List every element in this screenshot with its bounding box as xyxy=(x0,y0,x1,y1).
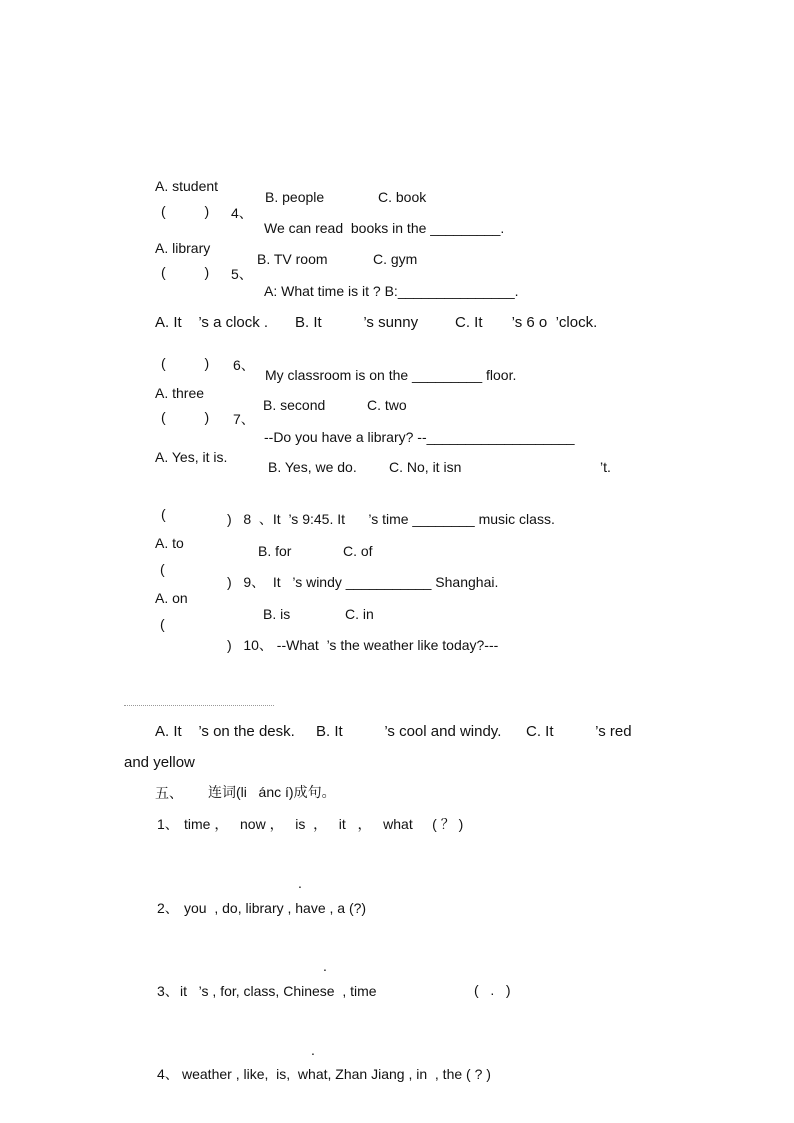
q10-option-c-continued: and yellow xyxy=(124,754,195,771)
q6-option-c: C. two xyxy=(367,397,407,413)
q8-paren-open: ( xyxy=(161,506,166,522)
item-1-number: 1、 xyxy=(157,816,179,832)
q3-option-a: A. student xyxy=(155,178,219,194)
q10-stem: ) 10、 --What ’s the weather like today?--- xyxy=(227,637,499,653)
q5-option-c: C. It ’s 6 o ’clock. xyxy=(455,314,598,331)
item-4-words: weather , like, is, what, Zhan Jiang , in , the ( ? ) xyxy=(182,1066,491,1082)
q9-option-a: A. on xyxy=(155,590,188,606)
q5-number: 5、 xyxy=(231,266,253,282)
item-2-words: you , do, library , have , a (?) xyxy=(184,900,367,916)
item-3-answer-end: . xyxy=(311,1042,315,1058)
q7-option-c-tail: ’t. xyxy=(600,459,611,475)
q8-option-c: C. of xyxy=(343,543,373,559)
q7-stem: --Do you have a library? --___________________ xyxy=(264,429,575,445)
q3-option-c: C. book xyxy=(378,189,427,205)
q5-stem: A: What time is it ? B:_______________. xyxy=(264,283,519,299)
q5-option-a: A. It ’s a clock . xyxy=(155,314,269,331)
q9-paren-open: ( xyxy=(160,561,165,577)
q3-option-b: B. people xyxy=(265,189,325,205)
q10-option-a: A. It ’s on the desk. xyxy=(155,723,295,740)
answer-blank-dotted-line xyxy=(124,705,274,706)
section-five-number: 五、 xyxy=(155,785,183,801)
item-1-words: time ， now ， is ， it ， what ( ？ ) xyxy=(184,816,464,832)
q4-answer-parentheses: ( ) xyxy=(161,203,210,219)
item-2-answer-end: . xyxy=(323,958,327,974)
section-five-title: 连词(li ánc í)成句。 xyxy=(208,784,336,800)
q7-option-b: B. Yes, we do. xyxy=(268,459,357,475)
item-3-words: it ’s , for, class, Chinese , time xyxy=(180,983,377,999)
q10-option-c: C. It ’s red xyxy=(526,723,632,740)
item-4-number: 4、 xyxy=(157,1066,179,1082)
q8-stem: ) 8 、It ’s 9:45. It ’s time ________ music class. xyxy=(227,511,555,527)
q8-option-a: A. to xyxy=(155,535,184,551)
q6-stem: My classroom is on the _________ floor. xyxy=(265,367,517,383)
q9-option-c: C. in xyxy=(345,606,374,622)
q5-option-b: B. It ’s sunny xyxy=(295,314,419,331)
q7-answer-parentheses: ( ) xyxy=(161,409,210,425)
q7-option-a: A. Yes, it is. xyxy=(155,449,228,465)
q6-option-a: A. three xyxy=(155,385,205,401)
q4-stem: We can read books in the _________. xyxy=(264,220,505,236)
q9-stem: ) 9、 It ’s windy ___________ Shanghai. xyxy=(227,574,499,590)
q6-number: 6、 xyxy=(233,357,255,373)
q4-option-b: B. TV room xyxy=(257,251,328,267)
item-2-number: 2、 xyxy=(157,900,179,916)
q5-answer-parentheses: ( ) xyxy=(161,264,210,280)
item-3-punctuation: ( . ) xyxy=(474,982,511,998)
q10-option-b: B. It ’s cool and windy. xyxy=(316,723,502,740)
q7-number: 7、 xyxy=(233,411,255,427)
q4-option-c: C. gym xyxy=(373,251,418,267)
q4-option-a: A. library xyxy=(155,240,211,256)
item-3-number: 3、 xyxy=(157,983,179,999)
q10-paren-open: ( xyxy=(160,616,165,632)
q8-option-b: B. for xyxy=(258,543,292,559)
q4-number: 4、 xyxy=(231,205,253,221)
q6-answer-parentheses: ( ) xyxy=(161,355,210,371)
q7-option-c: C. No, it isn xyxy=(389,459,462,475)
item-1-answer-end: . xyxy=(298,875,302,891)
q6-option-b: B. second xyxy=(263,397,326,413)
q9-option-b: B. is xyxy=(263,606,291,622)
